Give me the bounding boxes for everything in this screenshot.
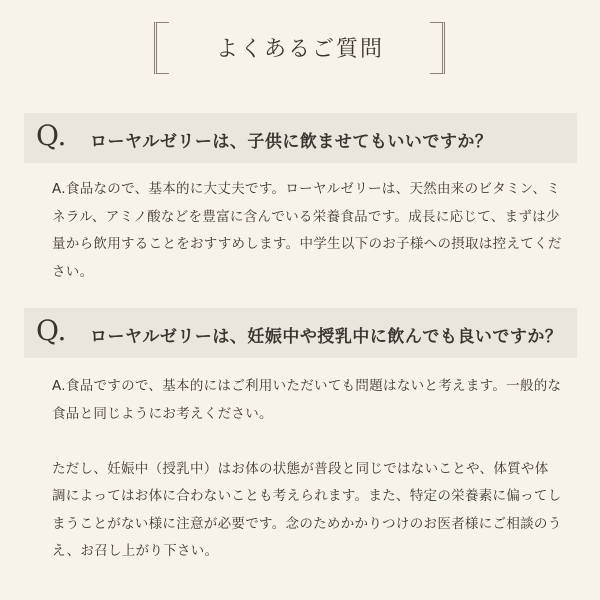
question-text: ローヤルゼリーは、妊娠中や授乳中に飲んでも良いですか？	[90, 327, 563, 347]
faq-question-2	[24, 308, 577, 358]
q-mark: Q.	[36, 119, 67, 152]
title-bracket-right	[430, 22, 445, 74]
answer-paragraph: ただし、妊娠中（授乳中）はお体の状態が普段と同じではないことや、体質や体調によってはお体に合わないことも考えられます。また、特定の栄養素に偏ってしまうことがない様に注意が必要です。念のためかかりつけのお医者様にご相談のうえ、お召し上がり下さい。	[52, 460, 562, 559]
answer-paragraph: A.食品ですので、基本的にはご利用いただいても問題はないと考えます。一般的な食品と同じようにお考えください。	[52, 378, 562, 422]
page-title: よくあるご質問	[215, 37, 384, 62]
q-mark: Q.	[36, 314, 67, 347]
faq-question-1	[24, 113, 577, 163]
question-text: ローヤルゼリーは、子供に飲ませてもいいですか？	[90, 132, 493, 152]
faq-answer-2	[52, 373, 562, 566]
answer-paragraph: A.食品なので、基本的に大丈夫です。ローヤルゼリーは、天然由来のビタミン、ミネラル、アミノ酸などを豊富に含んでいる栄養食品です。成長に応じて、まずは少量から飲用することをおすすめします。中学生以下のお子様への摂取は控えてください。	[52, 181, 562, 280]
faq-answer-1	[52, 176, 562, 286]
page-header	[0, 22, 600, 78]
